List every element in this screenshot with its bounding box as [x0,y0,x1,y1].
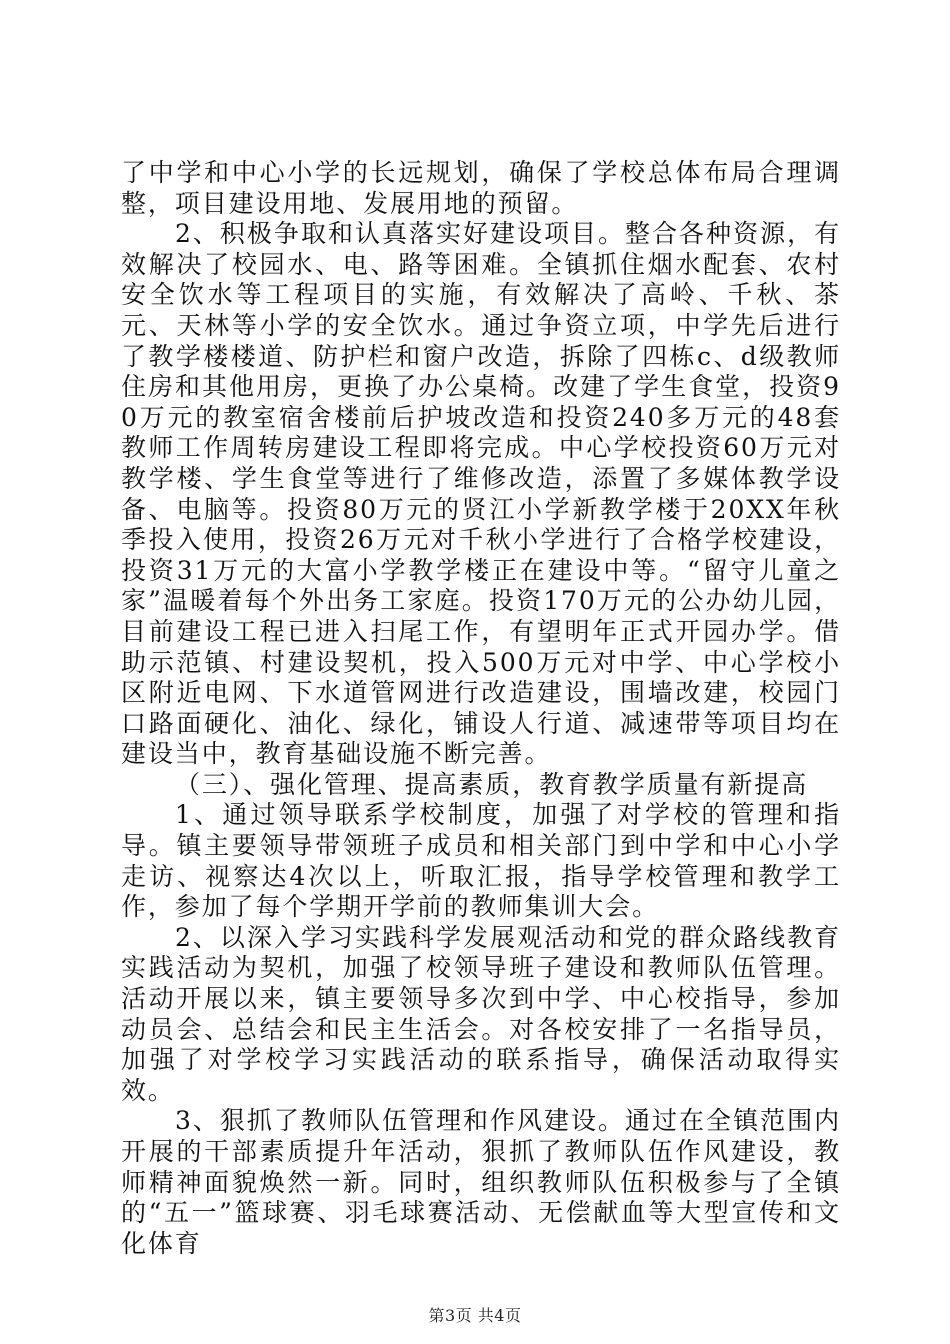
section-heading: （三）、强化管理、提高素质，教育教学质量有新提高 [175,769,809,799]
paragraph-continuation: 了中学和中心小学的长远规划，确保了学校总体布局合理调整，项目建设用地、发展用地的预留。 [121,158,841,218]
page-number-footer: 第3页 共4页 [428,1306,522,1325]
paragraph-teacher-management: 3、狠抓了教师队伍管理和作风建设。通过在全镇范围内开展的干部素质提升年活动，狠抓了教师队伍作风建设，教师精神面貌焕然一新。同时，组织教师队伍积极参与了全镇的“五一”篮球赛、羽毛球赛活动、无偿献血等大型宣传和文化体育 [121,1106,841,1258]
document-body [121,158,841,1259]
paragraph-leadership-contact: 1、通过领导联系学校制度，加强了对学校的管理和指导。镇主要领导带领班子成员和相关部门到中学和中心小学走访、视察达4次以上，听取汇报，指导学校管理和教学工作，参加了每个学期开学前的教师集训大会。 [121,800,841,922]
paragraph-construction-projects: 2、积极争取和认真落实好建设项目。整合各种资源，有效解决了校园水、电、路等困难。全镇抓住烟水配套、农村安全饮水等工程项目的实施，有效解决了高岭、千秋、茶元、天林等小学的安全饮水。通过争资立项，中学先后进行了教学楼楼道、防护栏和窗户改造，拆除了四栋c、d级教师住房和其他用房，更换了办公桌椅。改建了学生食堂，投资90万元的教室宿舍楼前后护坡改造和投资240多万元的48套教师工作周转房建设工程即将完成。中心学校投资60万元对教学楼、学生食堂等进行了维修改造，添置了多媒体教学设备、电脑等。投资80万元的贤江小学新教学楼于20XX年秋季投入使用，投资26万元对千秋小学进行了合格学校建设，投资31万元的大富小学教学楼正在建设中等。“留守儿童之家”温暖着每个外出务工家庭。投资170万元的公办幼儿园，目前建设工程已进入扫尾工作，有望明年正式开园办学。借助示范镇、村建设契机，投入500万元对中学、中心学校小区附近电网、下水道管网进行改造建设，围墙改建，校园门口路面硬化、油化、绿化，铺设人行道、减速带等项目均在建设当中，教育基础设施不断完善。 [121,219,841,769]
paragraph-practice-activities: 2、以深入学习实践科学发展观活动和党的群众路线教育实践活动为契机，加强了校领导班子建设和教师队伍管理。活动开展以来，镇主要领导多次到中学、中心校指导，参加动员会、总结会和民主生活会。对各校安排了一名指导员，加强了对学校学习实践活动的联系指导，确保活动取得实效。 [121,922,841,1105]
